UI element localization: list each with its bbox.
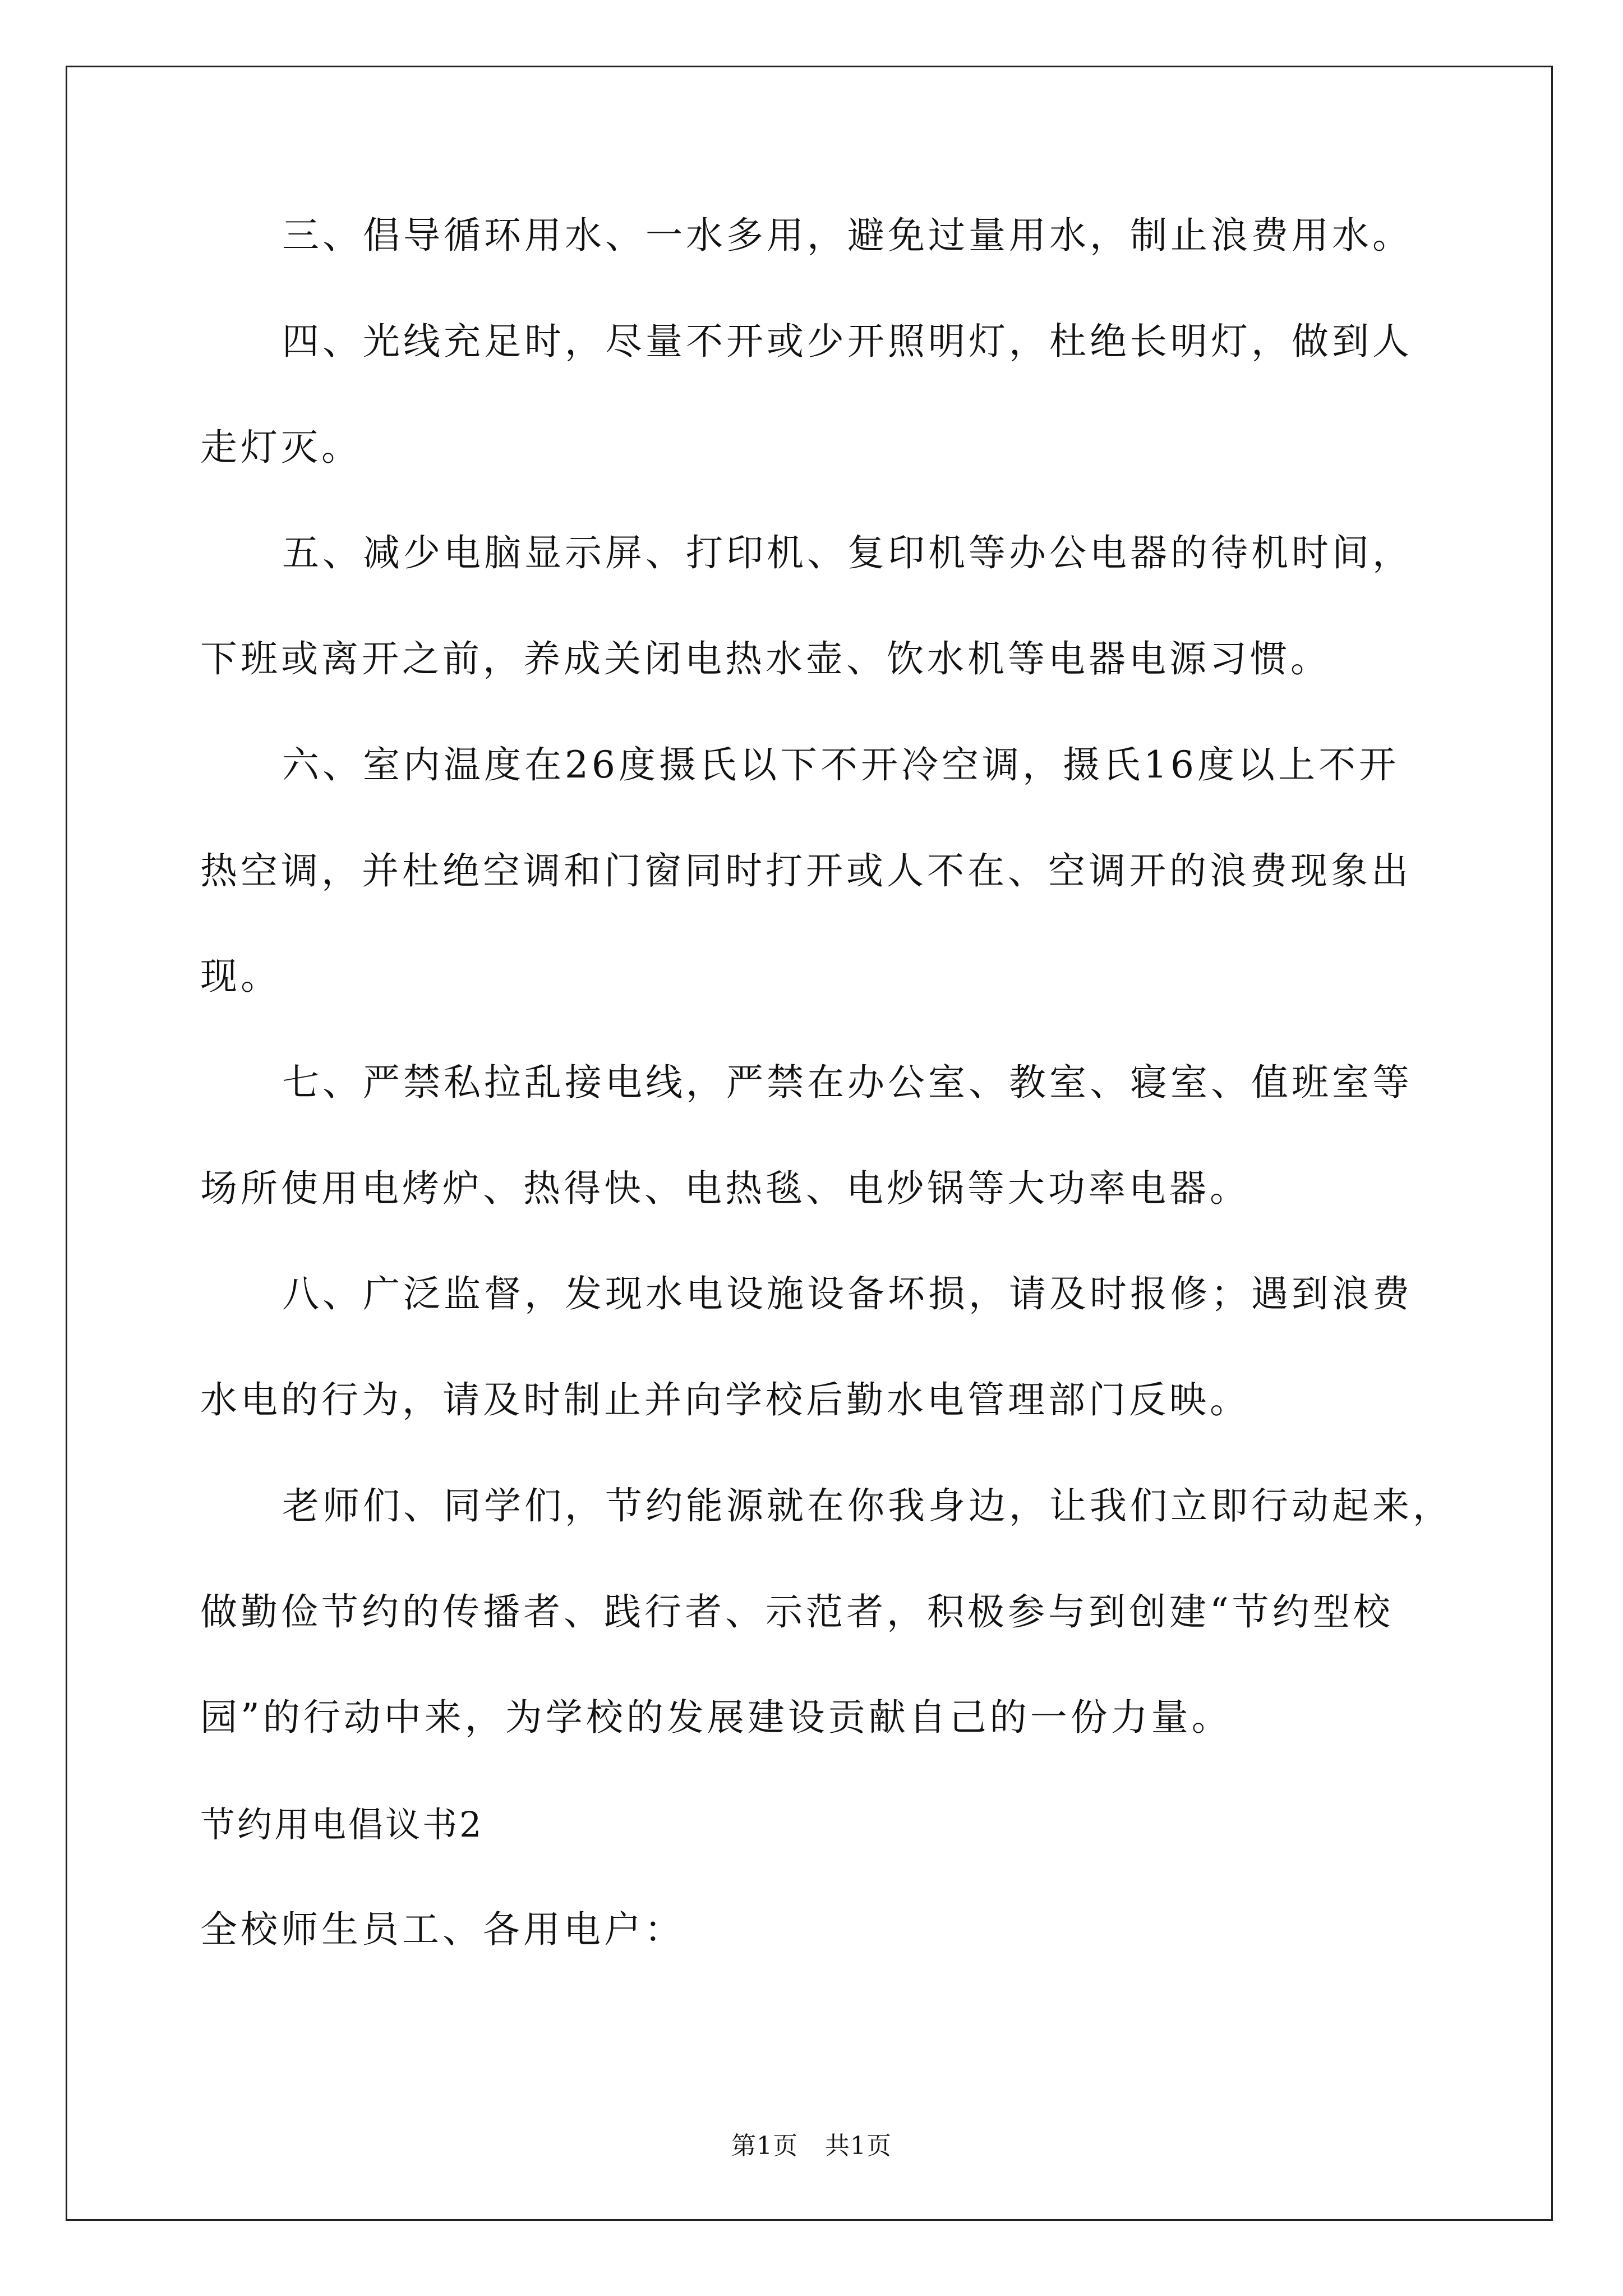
paragraph-8-line-1: 八、广泛监督，发现水电设施设备坏损，请及时报修；遇到浪费 xyxy=(282,1272,1413,1315)
page-number: 第1页 xyxy=(731,2132,798,2160)
paragraph-5-line-2: 下班或离开之前，养成关闭电热水壶、饮水机等电器电源习惯。 xyxy=(200,637,1331,680)
closing-paragraph-line-3: 园”的行动中来，为学校的发展建设贡献自己的一份力量。 xyxy=(200,1696,1232,1739)
paragraph-5-line-1: 五、减少电脑显示屏、打印机、复印机等办公电器的待机时间， xyxy=(282,531,1413,574)
paragraph-6-line-3: 现。 xyxy=(200,955,281,998)
paragraph-4-line-1: 四、光线充足时，尽量不开或少开照明灯，杜绝长明灯，做到人 xyxy=(282,320,1413,363)
paragraph-7-line-2: 场所使用电烤炉、热得快、电热毯、电炒锅等大功率电器。 xyxy=(200,1167,1250,1210)
closing-paragraph-line-2: 做勤俭节约的传播者、践行者、示范者，积极参与到创建“节约型校 xyxy=(200,1590,1394,1634)
page-total: 共1页 xyxy=(825,2132,892,2160)
paragraph-6-line-2: 热空调，并杜绝空调和门窗同时打开或人不在、空调开的浪费现象出 xyxy=(200,849,1412,892)
salutation: 全校师生员工、各用电户： xyxy=(200,1908,685,1951)
paragraph-8-line-2: 水电的行为，请及时制止并向学校后勤水电管理部门反映。 xyxy=(200,1378,1250,1421)
paragraph-4-line-2: 走灯灭。 xyxy=(200,426,362,469)
paragraph-6-line-1: 六、室内温度在26度摄氏以下不开冷空调，摄氏16度以上不开 xyxy=(282,743,1399,786)
page-border xyxy=(66,66,1553,2221)
page-footer xyxy=(0,2131,1623,2162)
section-heading: 节约用电倡议书2 xyxy=(200,1804,484,1845)
paragraph-7-line-1: 七、严禁私拉乱接电线，严禁在办公室、教室、寝室、值班室等 xyxy=(282,1061,1413,1104)
closing-paragraph-line-1: 老师们、同学们，节约能源就在你我身边，让我们立即行动起来， xyxy=(282,1484,1453,1527)
paragraph-3-line-1: 三、倡导循环用水、一水多用，避免过量用水，制止浪费用水。 xyxy=(282,214,1413,257)
